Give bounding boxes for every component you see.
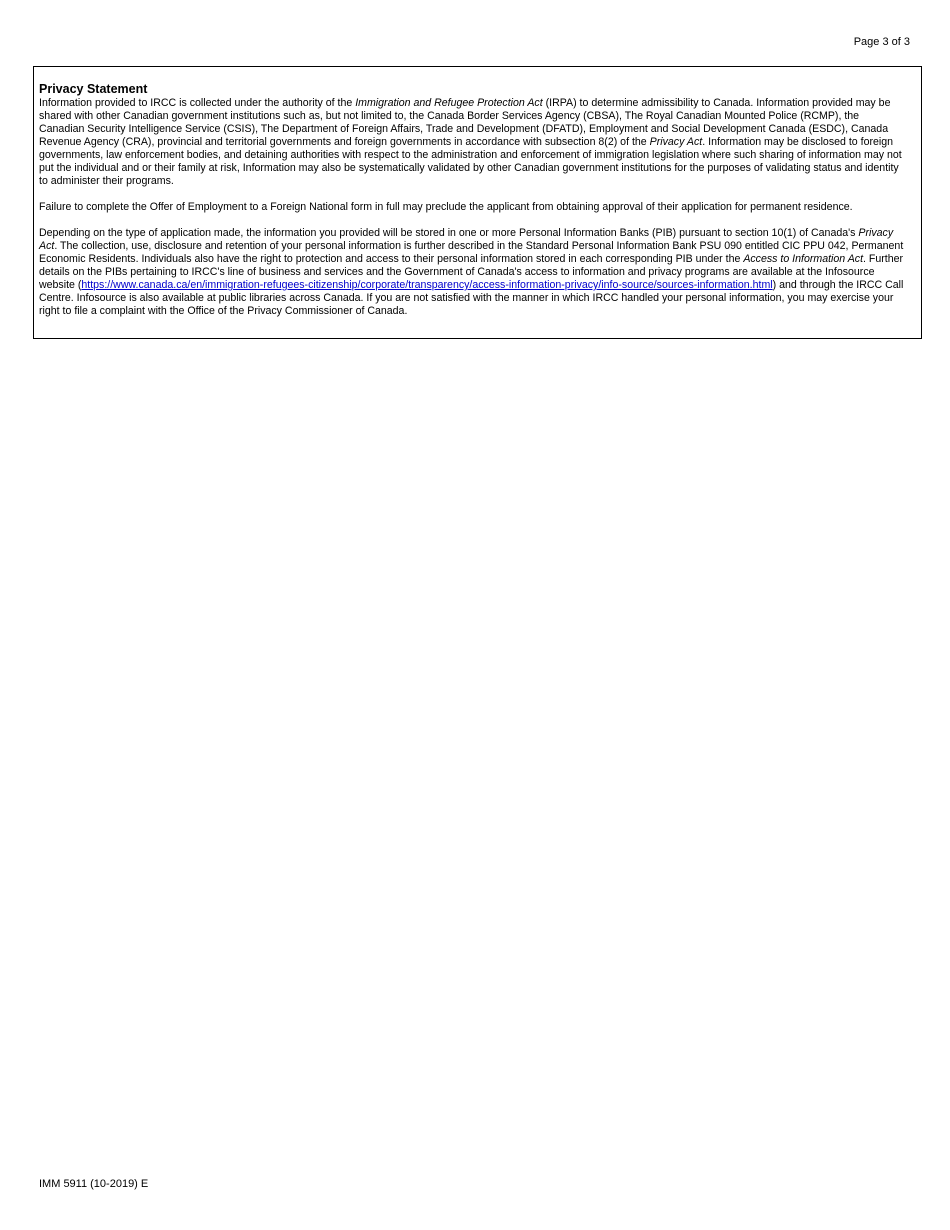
privacy-paragraph-pib xyxy=(39,227,906,318)
act-name-access-to-information: Access to Information Act xyxy=(743,253,864,265)
privacy-statement-box xyxy=(33,66,922,339)
paragraph-text: Depending on the type of application made, the information you provided will be stored in one or more Personal Information Banks (PIB) pursuant to section 10(1) of Canada's xyxy=(39,227,859,239)
privacy-paragraph-failure: Failure to complete the Offer of Employment to a Foreign National form in full may preclude the applicant from obtaining approval of their application for permanent residence. xyxy=(39,201,853,213)
paragraph-text: . Further details on the PIBs pertaining to IRCC's line of business and services and the Government of Canada's access to information and privacy programs are available at the Infosource website ( xyxy=(39,253,904,291)
infosource-link[interactable]: https://www.canada.ca/en/immigration-refugees-citizenship/corporate/transparency/access-information-privacy/info-source/sources-information.html xyxy=(81,279,773,291)
paragraph-text: (IRPA) to determine admissibility to Canada. Information provided may be shared with other Canadian government institutions such as, but not limited to, the Canada Border Services Agency (CBSA), The Royal Canadian Mounted Police (RCMP), the Canadian Security Intelligence Service (CSIS), The Department of Foreign Affairs, Trade and Development (DFATD), Employment and Social Development Canada (ESDC), Canada Revenue Agency (CRA), provincial and territorial governments and foreign governments in accordance with subsection 8(2) of the xyxy=(39,97,891,148)
act-name-irpa: Immigration and Refugee Protection Act xyxy=(355,97,543,109)
paragraph-text: . The collection, use, disclosure and retention of your personal information is further described in the Standard Personal Information Bank PSU 090 entitled CIC PPU 042, Permanent Economic Residents. Individuals also have the right to protection and access to their personal information stored in each corresponding PIB under the xyxy=(39,240,904,265)
form-identifier: IMM 5911 (10-2019) E xyxy=(39,1178,149,1190)
act-name-privacy-act: Privacy Act xyxy=(39,227,894,252)
privacy-statement-title: Privacy Statement xyxy=(39,82,148,96)
paragraph-text: Information provided to IRCC is collected under the authority of the xyxy=(39,97,356,109)
privacy-paragraph-authority xyxy=(39,97,906,188)
act-name-privacy-act: Privacy Act xyxy=(649,136,703,148)
page-number: Page 3 of 3 xyxy=(853,36,910,48)
paragraph-text: . Information may be disclosed to foreign governments, law enforcement bodies, and detaining authorities with respect to the administration and enforcement of immigration legislation where such sharing of information may not put the individual and or their family at risk, Information may also be systematically validated by other Canadian government institutions for the purposes of validating status and identity to administer their programs. xyxy=(39,136,902,187)
paragraph-text: ) and through the IRCC Call Centre. Infosource is also available at public libraries across Canada. If you are not satisfied with the manner in which IRCC handled your personal information, you may exercise your right to file a complaint with the Office of the Privacy Commissioner of Canada. xyxy=(39,279,904,317)
